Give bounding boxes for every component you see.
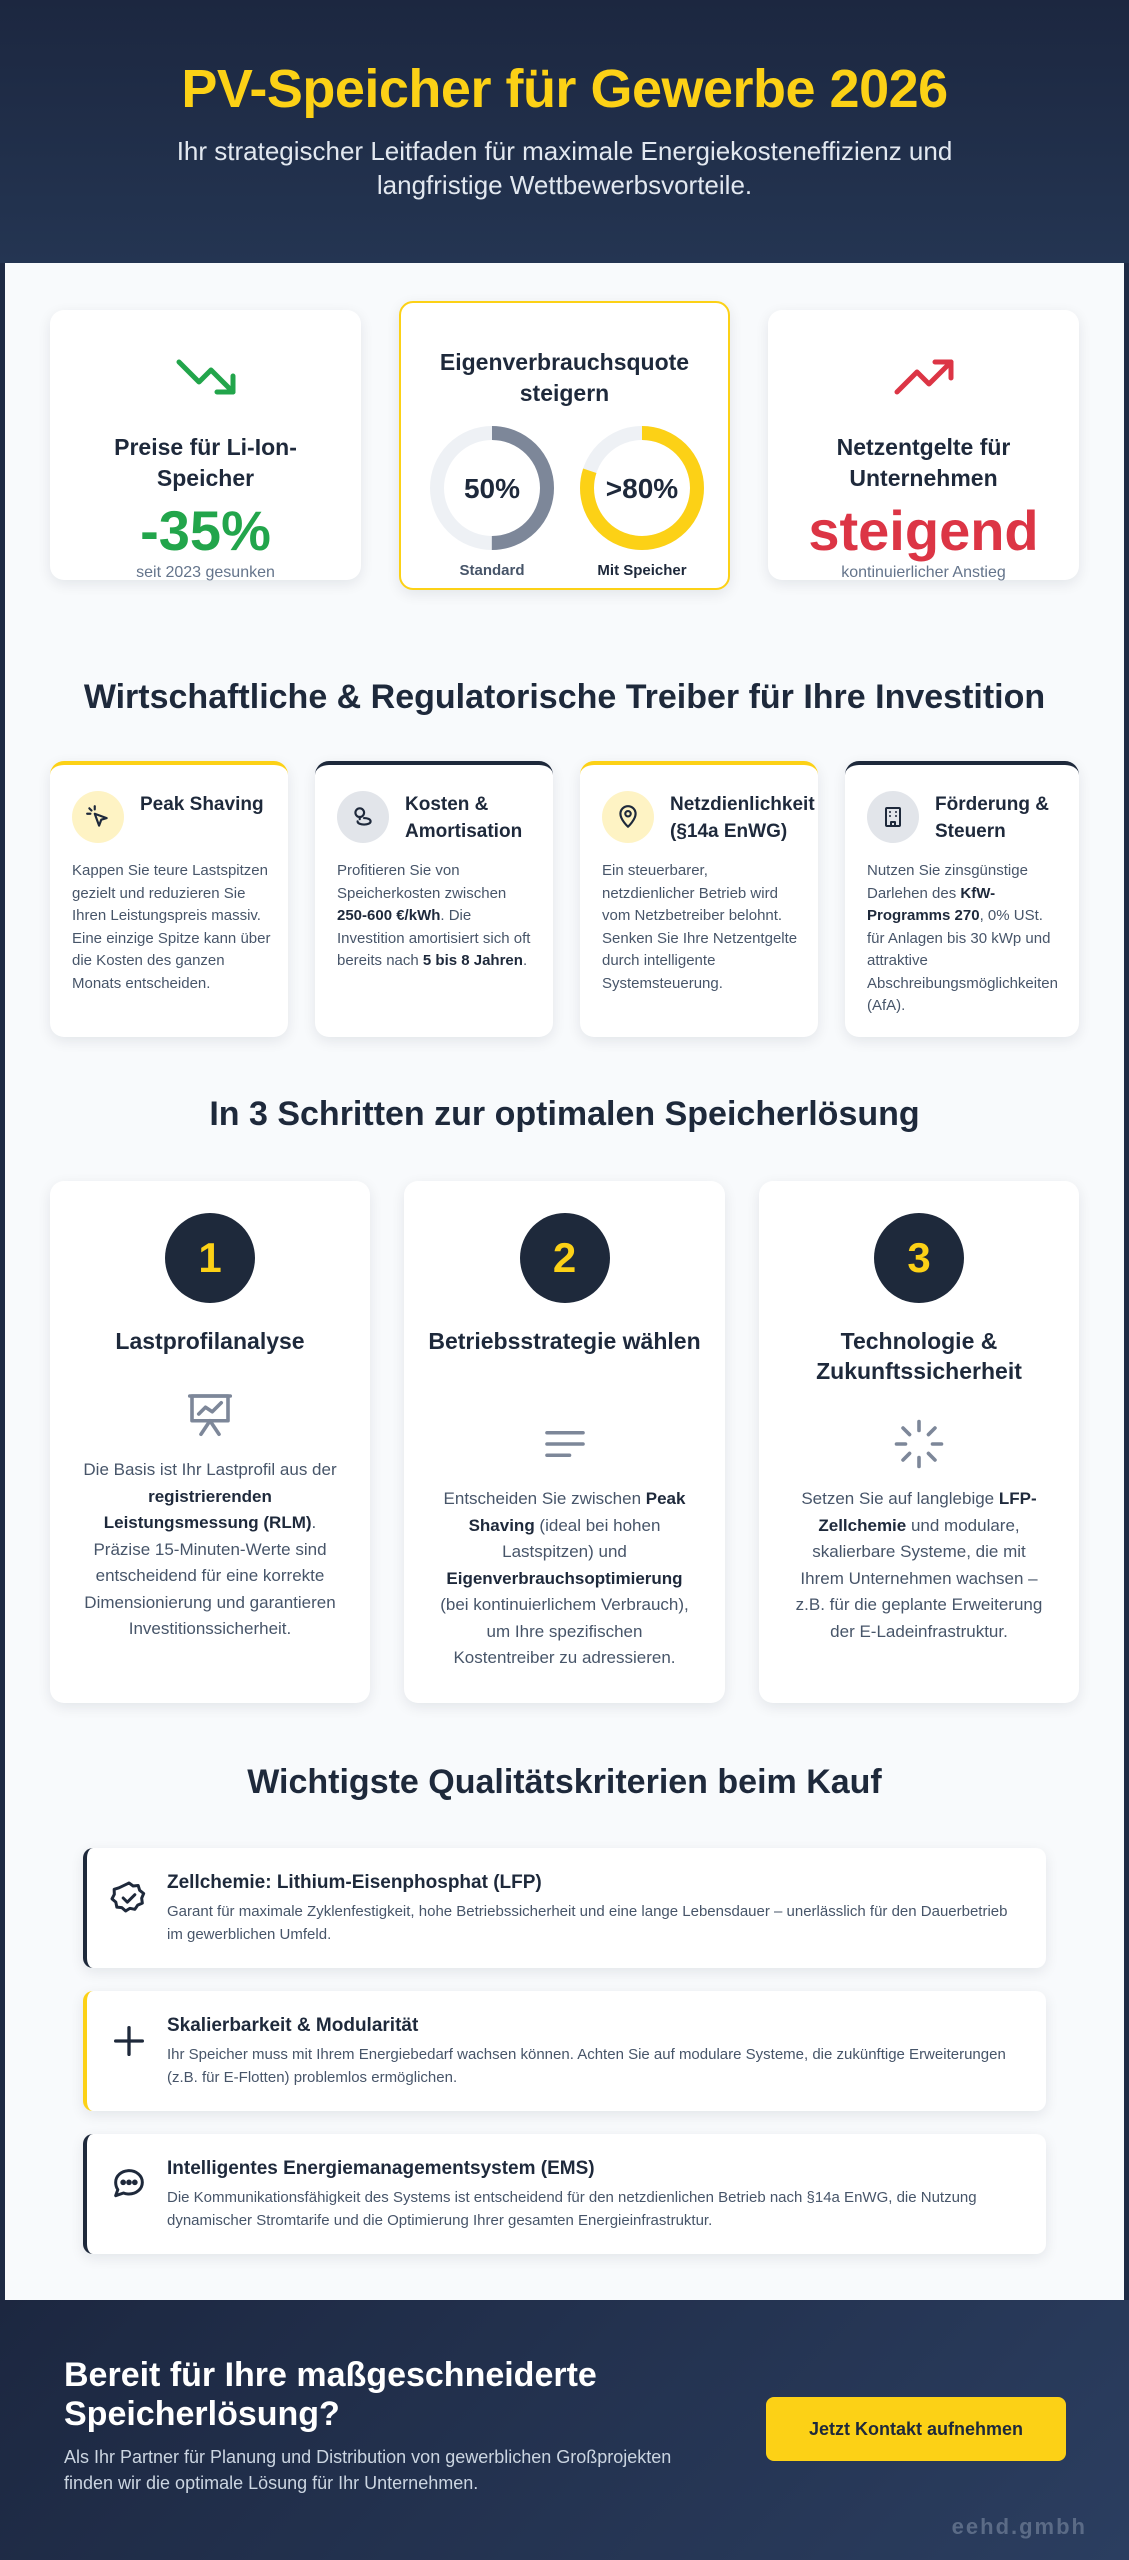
driver-text: Ein steuerbarer, netzdienlicher Betrieb wird vom Netzbetreiber belohnt. Senken Sie Ihre Netzentgelte durch intelligente Systemsteuerung.	[602, 862, 798, 992]
criterion-lfp	[83, 1848, 1046, 1968]
steps-title: In 3 Schritten zur optimalen Speicherlösung	[209, 1095, 920, 1133]
step-title: Technologie & Zukunftssicherheit	[816, 1328, 1022, 1384]
criterion-title: Zellchemie: Lithium-Eisenphosphat (LFP)	[167, 1872, 542, 1893]
stat-value: steigend	[808, 499, 1039, 562]
contact-button[interactable]: Jetzt Kontakt aufnehmen	[766, 2397, 1066, 2461]
donut-with-storage-label: Mit Speicher	[597, 562, 687, 579]
chat-bubble-icon	[109, 2164, 149, 2204]
badge-check-icon	[109, 1878, 149, 1918]
stat-card-grid	[768, 310, 1079, 580]
criteria-title: Wichtigste Qualitätskriterien beim Kauf	[247, 1763, 882, 1801]
plus-icon	[109, 2021, 149, 2061]
driver-text: Nutzen Sie zinsgünstige Darlehen des KfW-Programms 270, 0% USt. für Anlagen bis 30 kWp und attraktive Abschreibungsmöglichkeiten (AfA).	[867, 862, 1058, 1014]
main-content	[5, 263, 1124, 2300]
donut-with-storage-value: >80%	[605, 473, 679, 504]
footer-cta-section	[0, 2300, 1129, 2560]
step-number: 2	[520, 1213, 610, 1303]
step-text: Die Basis ist Ihr Lastprofil aus der registrierenden Leistungsmessung (RLM). Präzise 15-Minuten-Werte sind entscheidend für eine korrekte Dimensionierung und garantieren Investitionssicherheit.	[83, 1460, 337, 1638]
trend-up-icon	[768, 354, 1079, 404]
driver-card-netzdienlichkeit	[580, 761, 818, 1037]
donut-standard	[427, 423, 557, 553]
criterion-scalability	[83, 1991, 1046, 2111]
driver-card-foerderung	[845, 761, 1079, 1037]
step-number: 3	[874, 1213, 964, 1303]
step-number: 1	[165, 1213, 255, 1303]
drivers-title: Wirtschaftliche & Regulatorische Treiber für Ihre Investition	[83, 678, 1046, 716]
trend-down-icon	[50, 354, 361, 404]
donut-with-storage	[577, 423, 707, 553]
building-icon	[867, 791, 919, 843]
page-title: PV-Speicher für Gewerbe 2026	[181, 59, 948, 119]
presentation-chart-icon	[50, 1387, 370, 1443]
driver-text: Profitieren Sie von Speicherkosten zwischen 250-600 €/kWh. Die Investition amortisiert sich oft bereits nach 5 bis 8 Jahren.	[337, 862, 531, 969]
step-card-1	[50, 1181, 370, 1703]
stat-label: Netzentgelte für Unternehmen	[836, 434, 1011, 491]
driver-title: Peak Shaving	[140, 794, 264, 815]
stat-card-price	[50, 310, 361, 580]
criterion-title: Skalierbarkeit & Modularität	[167, 2015, 419, 2036]
driver-text: Kappen Sie teure Lastspitzen gezielt und reduzieren Sie Ihren Leistungspreis massiv. Eine einzige Spitze kann über die Kosten des ganzen Monats entscheiden.	[72, 862, 271, 992]
driver-card-kosten	[315, 761, 553, 1037]
cursor-click-icon	[72, 791, 124, 843]
stat-card-quota	[399, 301, 730, 590]
stat-note: kontinuierlicher Anstieg	[841, 564, 1006, 581]
step-text: Entscheiden Sie zwischen Peak Shaving (ideal bei hohen Lastspitzen) und Eigenverbrauchsoptimierung (bei kontinuierlichem Verbrauch), um Ihre spezifischen Kostentreiber zu adressieren.	[440, 1489, 689, 1667]
criterion-text: Ihr Speicher muss mit Ihrem Energiebedarf wachsen können. Achten Sie auf modulare Systeme, die zukünftige Erweiterungen (z.B. für E-Flotten) problemlos ermöglichen.	[167, 2046, 1006, 2086]
footer-title: Bereit für Ihre maßgeschneiderte Speicherlösung?	[64, 2356, 597, 2433]
step-text: Setzen Sie auf langlebige LFP-Zellchemie und modulare, skalierbare Systeme, die mit Ihrem Unternehmen wachsen – z.B. für die geplante Erweiterung der E-Ladeinfrastruktur.	[795, 1489, 1043, 1641]
step-title: Lastprofilanalyse	[115, 1328, 305, 1354]
stat-value: -35%	[140, 499, 271, 562]
criterion-text: Garant für maximale Zyklenfestigkeit, hohe Betriebssicherheit und eine lange Lebensdauer – unerlässlich für den Dauerbetrieb im gewerblichen Umfeld.	[167, 1903, 1008, 1943]
stat-label: Preise für Li-Ion-Speicher	[114, 434, 297, 491]
criterion-ems	[83, 2134, 1046, 2254]
donut-standard-label: Standard	[459, 562, 525, 579]
criterion-title: Intelligentes Energiemanagementsystem (EMS)	[167, 2158, 595, 2179]
criterion-text: Die Kommunikationsfähigkeit des Systems ist entscheidend für den netzdienlichen Betrieb nach §14a EnWG, die Nutzung dynamischer Stromtarife und die Optimierung Ihrer gesamten Energieinfrastruktur.	[167, 2189, 977, 2229]
loader-icon	[759, 1417, 1079, 1473]
step-card-2	[404, 1181, 725, 1703]
stat-title: Eigenverbrauchsquote steigern	[439, 349, 690, 406]
driver-title: Kosten & Amortisation	[405, 794, 523, 842]
brand-watermark: eehd.gmbh	[951, 2514, 1087, 2539]
step-title: Betriebsstrategie wählen	[428, 1328, 701, 1354]
donut-standard-value: 50%	[463, 473, 521, 504]
driver-title: Förderung & Steuern	[935, 794, 1049, 842]
coins-icon	[337, 791, 389, 843]
step-card-3	[759, 1181, 1079, 1703]
lines-icon	[404, 1417, 725, 1473]
stat-note: seit 2023 gesunken	[136, 564, 275, 581]
map-pin-icon	[602, 791, 654, 843]
driver-title: Netzdienlichkeit (§14a EnWG)	[670, 794, 815, 842]
page-subtitle: Ihr strategischer Leitfaden für maximale Energiekosteneffizienz und langfristige Wettbewerbsvorteile.	[176, 136, 953, 200]
footer-text: Als Ihr Partner für Planung und Distribution von gewerblichen Großprojekten finden wir die optimale Lösung für Ihr Unternehmen.	[64, 2447, 672, 2493]
page-header	[0, 0, 1129, 263]
driver-card-peak-shaving	[50, 761, 288, 1037]
